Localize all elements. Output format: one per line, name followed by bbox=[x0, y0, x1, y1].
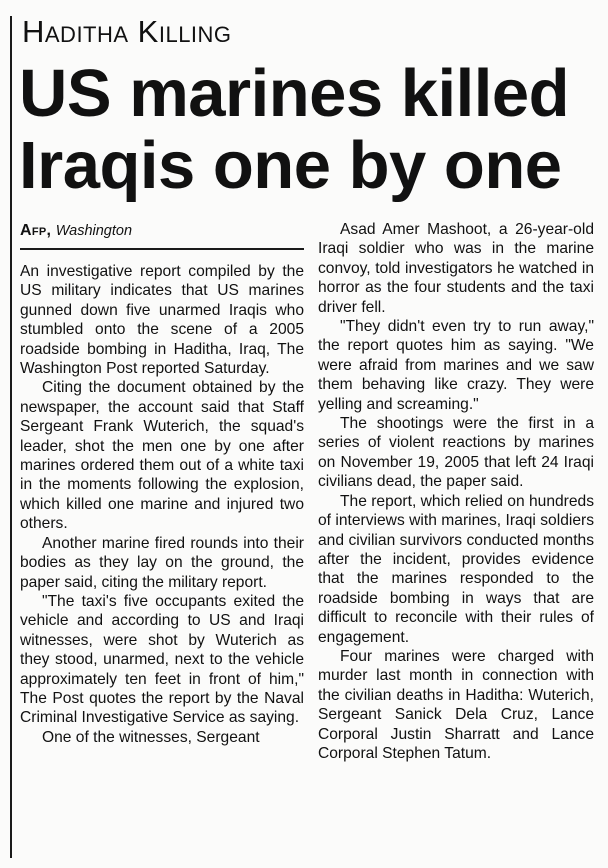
headline-line-2: Iraqis one by one bbox=[19, 128, 562, 203]
article-column-right bbox=[318, 220, 594, 763]
paragraph: Four marines were charged with murder last month in connection with the civilian deaths in Haditha: Wuterich, Sergeant Sanick Dela Cruz, Lance Corporal Justin Sharratt and Lance Corporal Stephen Tatum. bbox=[318, 647, 594, 762]
paragraph: One of the witnesses, Sergeant bbox=[42, 728, 260, 746]
section-kicker: Haditha Killing bbox=[22, 14, 232, 49]
byline bbox=[20, 222, 304, 250]
paragraph: Asad Amer Mashoot, a 26-year-old Iraqi soldier who was in the marine convoy, told investigators he watched in horror as the four students and the taxi driver fell. bbox=[318, 221, 594, 316]
column-rule bbox=[10, 16, 12, 858]
article-column-left bbox=[20, 262, 304, 747]
paragraph: "The taxi's five occupants exited the vehicle and according to US and Iraqi witnesses, were shot by Wuterich as they stood, unarmed, next to the vehicle approximately ten feet in front of him," The Post quotes the report by the Naval Criminal Investigative Service as saying. bbox=[20, 592, 304, 727]
paragraph: The shootings were the first in a series of violent reactions by marines on November 19, 2005 that left 24 Iraqi civilians dead, the paper said. bbox=[318, 415, 594, 491]
paragraph: The report, which relied on hundreds of interviews with marines, Iraqi soldiers and civilian survivors conducted months after the incident, provides evidence that the marines responded to the roadside bombing in ways that are difficult to reconcile with their rules of engagement. bbox=[318, 492, 594, 646]
paragraph: Another marine fired rounds into their bodies as they lay on the ground, the paper said, citing the military report. bbox=[20, 534, 304, 591]
paragraph: Citing the document obtained by the newspaper, the account said that Staff Sergeant Frank Wuterich, the squad's leader, shot the men one by one after marines ordered them out of a white taxi in the moments following the explosion, which killed one marine and injured two others. bbox=[20, 379, 304, 533]
paragraph: An investigative report compiled by the US military indicates that US marines gunned down five unarmed Iraqis who stumbled onto the scene of a 2005 roadside bombing in Haditha, Iraq, The Washington Post reported Saturday. bbox=[20, 263, 304, 378]
headline bbox=[19, 58, 569, 202]
byline-dateline: Washington bbox=[55, 223, 133, 239]
headline-line-1: US marines killed bbox=[19, 56, 570, 131]
paragraph: "They didn't even try to run away," the report quotes him as saying. "We were afraid from marines and we saw them behaving like crazy. They were yelling and screaming." bbox=[318, 318, 594, 413]
byline-agency: Afp, bbox=[20, 222, 52, 239]
